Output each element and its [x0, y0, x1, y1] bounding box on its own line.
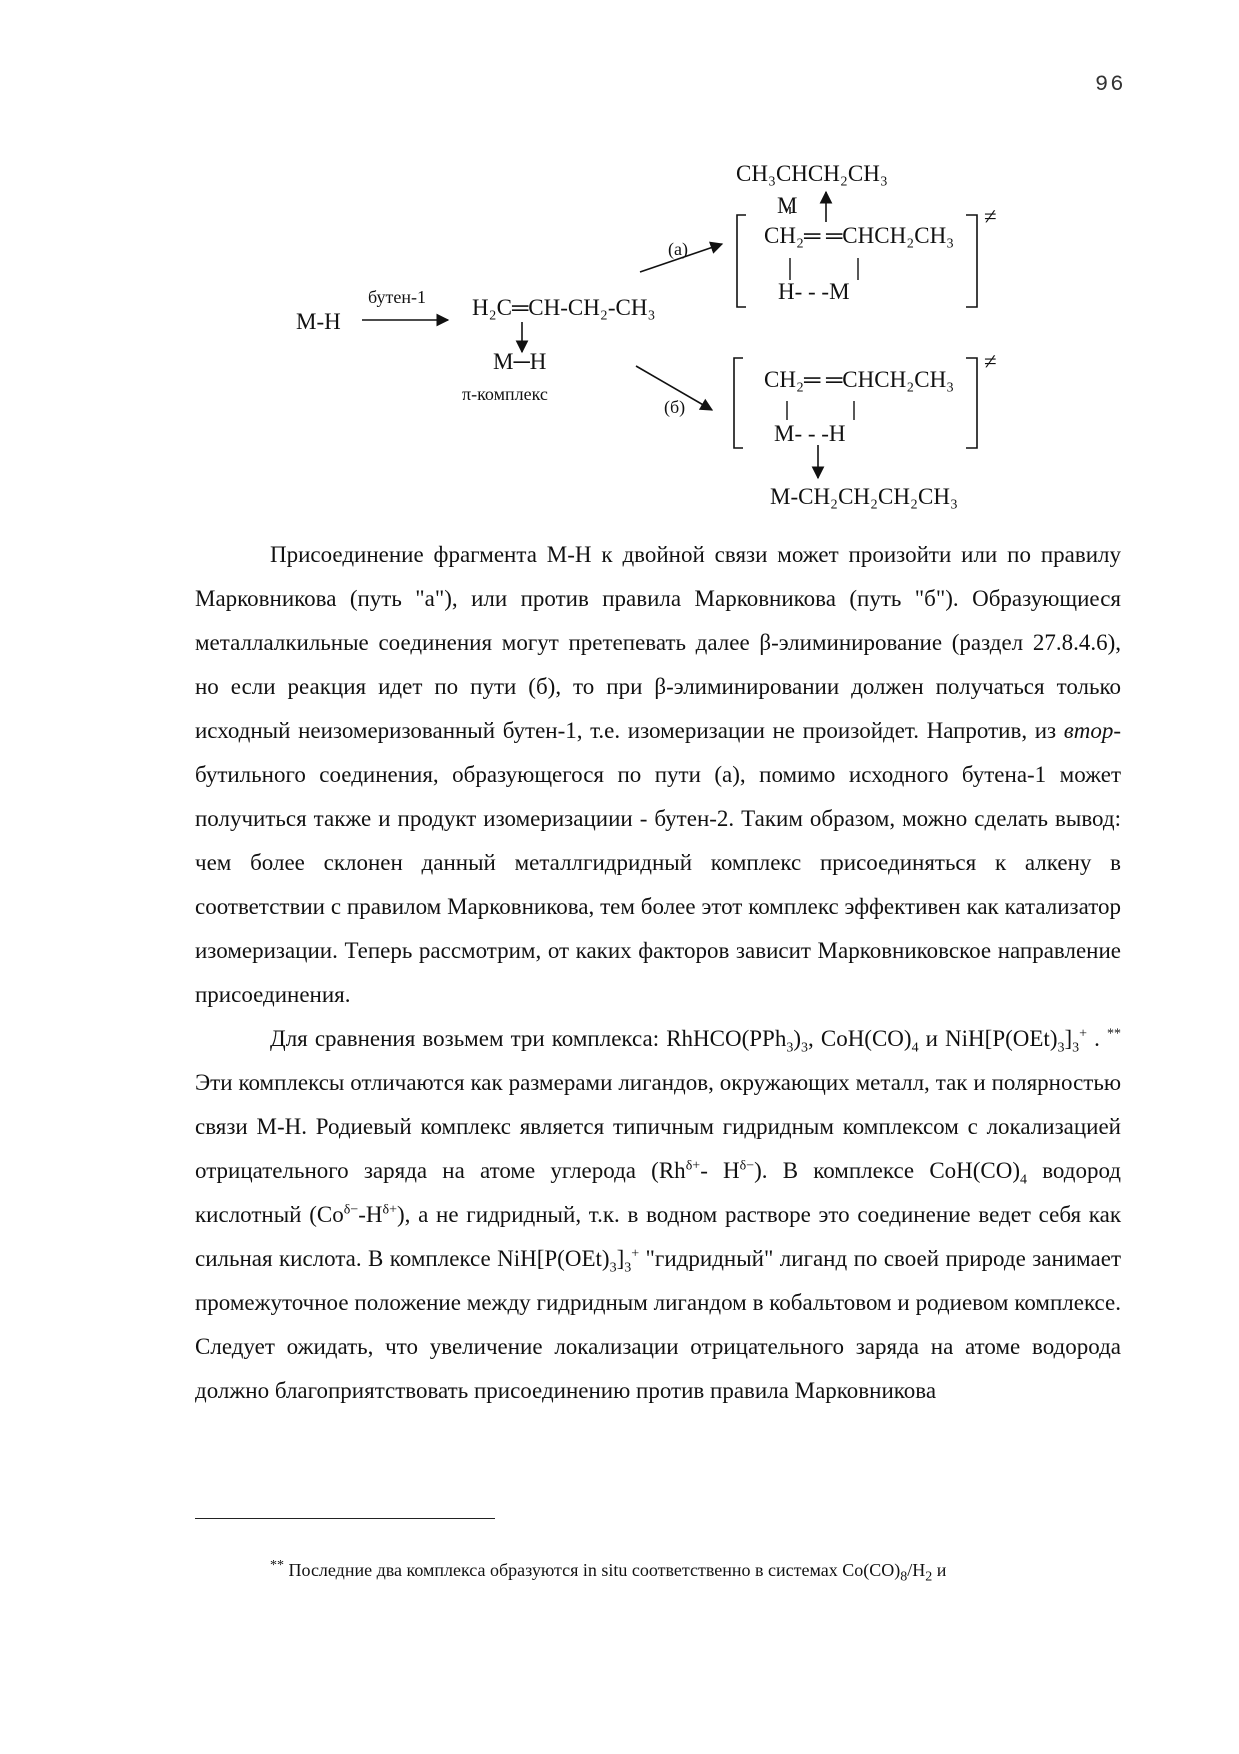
paragraph-1: Присоединение фрагмента М-Н к двойной связи может произойти или по правилу Марковникова (путь "а"), или против правила Марковникова (путь "б"). Образующиеся металлалкильные соединения могут претепевать далее β-элиминирование (раздел 27.8.4.6), но если реакция идет по пути (б), то при β-элиминировании должен получаться только исходный неизомеризованный бутен-1, т.е. изомеризации не произойдет. Напротив, из втор-бутильного соединения, образующегося по пути (а), помимо исходного бутена-1 может получиться также и продукт изомеризациии - бутен-2. Таким образом, можно сделать вывод: чем более склонен данный металлгидридный комплекс присоединяться к алкену в соответствии с правилом Марковникова, тем более этот комплекс эффективен как катализатор изомеризации. Теперь рассмотрим, от каких факторов зависит Марковниковское направление присоединения.	[195, 542, 1121, 1007]
bracket-b-right	[966, 358, 977, 448]
scheme-lines	[0, 0, 1239, 530]
body-text	[195, 533, 1121, 1413]
product-b-formula: M-CH₂CH₂CH₂CH₃	[770, 484, 958, 509]
page-number: 96	[1095, 72, 1126, 97]
bracket-a-right	[966, 215, 977, 307]
path-b-label: (б)	[664, 397, 686, 417]
footnote: ** Последние два комплекса образуются in situ соответственно в системах $Co(CO)_8/H_2$ и	[270, 1558, 947, 1585]
footnote-ref[interactable]: **	[1106, 1026, 1121, 1042]
ts-a-bottom: H- - -M	[778, 279, 850, 304]
pi-complex-label: π-комплекс	[462, 384, 548, 404]
arrow-label: бутен-1	[368, 287, 426, 307]
ts-b-bottom: M- - -H	[774, 421, 846, 446]
reagent-mh: М-Н	[296, 309, 341, 334]
ts-a-top: CH₂═ ═CHCH₂CH₃	[764, 223, 955, 248]
paragraph-2: Для сравнения возьмем три комплекса: $RhHCO(PPh_3)_3$, $CoH(CO)_4$ и $NiH[P(OEt)_3]_3^+$ . ** Эти комплексы отличаются как размерами лигандов, окружающих металл, так и полярностью связи М-Н. Родиевый комплекс является типичным гидридным комплексом с локализацией отрицательного заряда на атоме углерода ($Rh^{\delta+}-$ $H^{\delta-}$). В комплексе $CoH(CO)_4$ водород кислотный $(Co^{\delta-}-H^{\delta+})$, а не гидридный, т.к. в водном растворе это соединение ведет себя как сильная кислота. В комплексе $NiH[P(OEt)_3]_3^+$ "гидридный" лиганд по своей природе занимает промежуточное положение между гидридным лигандом в кобальтовом и родиевом комплексе. Следует ожидать, что увеличение локализации отрицательного заряда на атоме водорода должно благоприятствовать присоединению против правила Марковникова	[195, 1026, 1121, 1403]
footnote-divider	[195, 1518, 495, 1519]
alkene-formula: H₂C═CH-CH₂-CH₃	[472, 295, 656, 320]
product-a-formula: CH₃CHCH₂CH₃	[736, 161, 888, 186]
bracket-a-left	[737, 215, 746, 307]
ts-b-top: CH₂═ ═CHCH₂CH₃	[764, 367, 955, 392]
reaction-scheme	[0, 0, 1239, 530]
path-a-label: (а)	[668, 239, 688, 259]
pi-complex-mh: M─H	[493, 349, 547, 374]
ts-b-mark: ≠	[984, 349, 997, 374]
bracket-b-left	[734, 358, 743, 448]
ts-a-mark: ≠	[984, 204, 997, 229]
product-a-metal: M	[777, 193, 798, 218]
